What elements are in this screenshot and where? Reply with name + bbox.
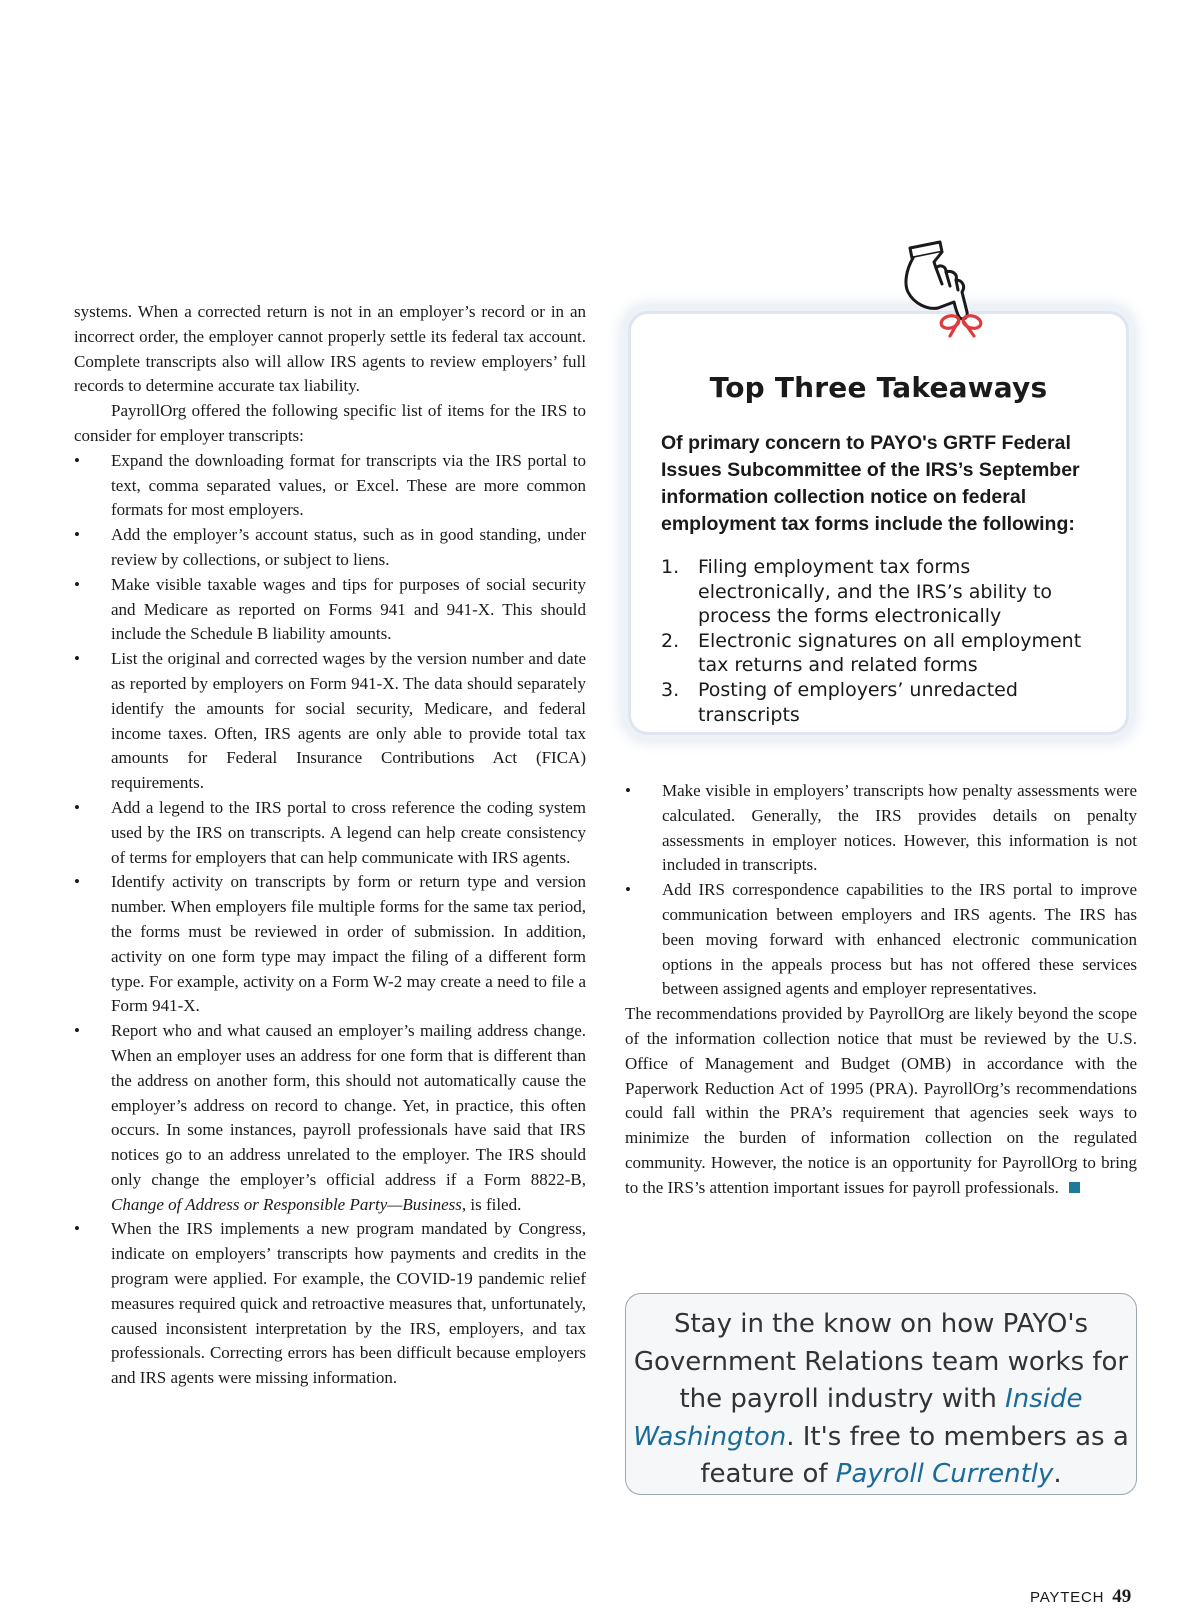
form-title: Change of Address or Responsible Party—Business (111, 1194, 462, 1214)
list-item: • Identify activity on transcripts by form or return type and version number. When employers file multiple forms for the same tax period, the forms must be reviewed in order of submission. In addition, activity on one form type may impact the filing of a different form type. For example, activity on a Form W-2 may create a need to file a Form 941-X. (74, 872, 586, 1016)
recommendation-list (74, 449, 586, 1391)
list-item: 3. Posting of employers’ unredacted transcripts (661, 678, 1018, 726)
bullet-icon: • (625, 781, 631, 800)
bullet-icon: • (74, 1021, 80, 1041)
right-column (625, 779, 1137, 1201)
list-item: • Expand the downloading format for transcripts via the IRS portal to text, comma separated values, or Excel. These are more common formats for most employers. (74, 450, 586, 520)
takeaways-box (628, 311, 1129, 735)
publication-name: PAYTECH (1030, 1589, 1105, 1606)
payroll-currently-link[interactable]: Payroll Currently (835, 1459, 1054, 1489)
list-item: • Add a legend to the IRS portal to cross reference the coding system used by the IRS on transcripts. A legend can help create consistency of terms for employers that can help communicate with IRS agents. (74, 797, 586, 867)
recommendation-list-continued (625, 779, 1137, 1002)
takeaways-intro: Of primary concern to PAYO's GRTF Federal Issues Subcommittee of the IRS’s September information collection notice on federal employment tax forms include the following: (661, 432, 1080, 535)
list-item: • Add the employer’s account status, such as in good standing, under review by collections, or subject to liens. (74, 525, 586, 569)
bullet-icon: • (74, 450, 80, 470)
pointing-hand-icon (896, 236, 992, 340)
list-item: • List the original and corrected wages by the version number and date as reported by employers on Form 941-X. The data should separately identify the amounts for social security, Medicare, and federal income taxes. Often, IRS agents are only able to provide total tax amounts for Federal Insurance Contributions Act (FICA) requirements. (74, 649, 586, 793)
list-item: 2. Electronic signatures on all employment tax returns and related forms (661, 629, 1082, 677)
list-item: • Add IRS correspondence capabilities to the IRS portal to improve communication between employers and IRS agents. The IRS has been moving forward with enhanced electronic communication options in the appeals process but has not offered these services between assigned agents and employer representatives. (625, 880, 1137, 999)
bullet-icon: • (74, 525, 80, 545)
page-number: 49 (1112, 1586, 1132, 1607)
takeaways-title: Top Three Takeaways (709, 371, 1048, 404)
bullet-icon: • (74, 1219, 80, 1239)
left-column (74, 300, 586, 1391)
page-footer (1030, 1586, 1131, 1610)
paragraph-intro: systems. When a corrected return is not in an employer’s record or in an incorrect order, the employer cannot properly settle its federal tax account. Complete transcripts also will allow IRS agents to review employers’ full records to determine accurate tax liability. (74, 302, 586, 396)
bullet-icon: • (74, 872, 80, 892)
list-item: 1. Filing employment tax forms electronically, and the IRS’s ability to process the forms electronically (661, 556, 1053, 628)
list-item: • Make visible taxable wages and tips for purposes of social security and Medicare as reported on Forms 941 and 941-X. This should include the Schedule B liability amounts. (74, 574, 586, 644)
inside-washington-link[interactable]: Inside Washington (633, 1384, 1083, 1452)
bullet-icon: • (74, 797, 80, 817)
list-item: • Report who and what caused an employer’s mailing address change. When an employer uses an address for one form that is different than the address on another form, this should not automatically cause the employer’s address on record to change. Yet, in practice, this often occurs. In some instances, payroll professionals have said that IRS notices go to an address unrelated to the employer. The IRS should only change the employer’s official address if a Form 8822-B, Change of Address or Responsible Party—Business, is filed. (74, 1021, 586, 1214)
list-item: • When the IRS implements a new program mandated by Congress, indicate on employers’ transcripts how payments and credits in the program were applied. For example, the COVID-19 pandemic relief measures required quick and retroactive measures that, unfortunately, caused inconsistent interpretation by the IRS, employers, and tax professionals. Correcting errors has been difficult because employers and IRS agents were missing information. (74, 1219, 586, 1388)
closing-paragraph: The recommendations provided by PayrollOrg are likely beyond the scope of the information collection notice that must be reviewed by the U.S. Office of Management and Budget (OMB) in accordance with the Paperwork Reduction Act of 1995 (PRA). PayrollOrg’s recommendations could fall within the PRA’s requirement that agencies seek ways to minimize the burden of information collection on the regulated community. However, the notice is an opportunity for PayrollOrg to bring to the IRS’s attention important issues for payroll professionals. (625, 1004, 1137, 1197)
end-of-article-icon (1069, 1182, 1080, 1193)
promo-box: Stay in the know on how PAYO's Government Relations team works for the payroll industry with Inside Washington. It's free to members as a feature of Payroll Currently. (625, 1293, 1137, 1495)
bullet-icon: • (625, 880, 631, 900)
bullet-icon: • (74, 574, 80, 594)
takeaways-list (661, 555, 1106, 727)
list-item: • Make visible in employers’ transcripts how penalty assessments were calculated. Generally, the IRS provides details on penalty assessments in employer notices. However, this information is not included in transcripts. (625, 781, 1137, 875)
bullet-icon: • (74, 649, 80, 669)
paragraph-list-lead: PayrollOrg offered the following specific list of items for the IRS to consider for employer transcripts: (74, 401, 586, 445)
